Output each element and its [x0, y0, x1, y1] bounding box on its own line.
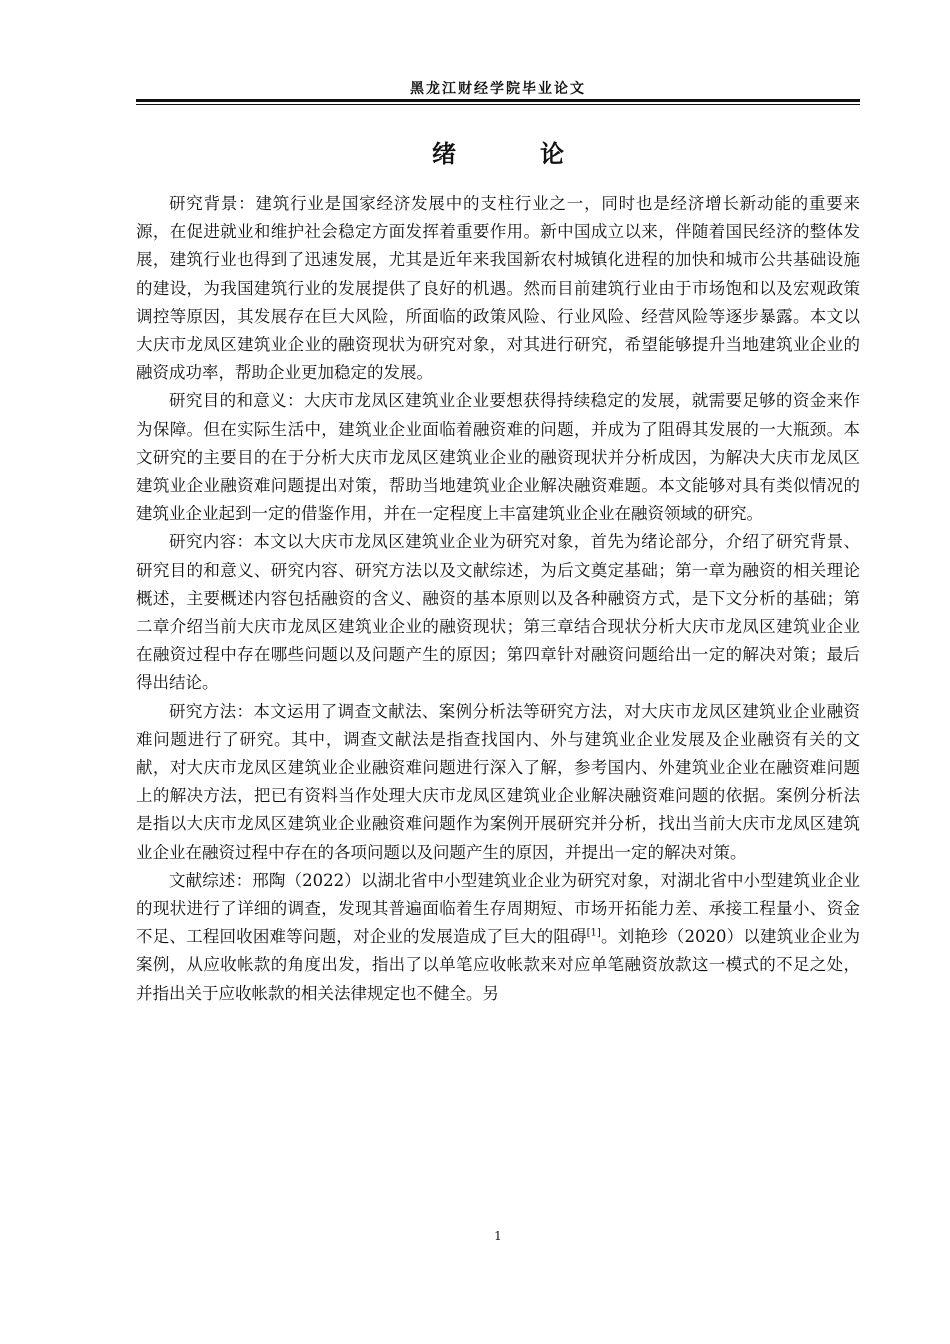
page-number: 1: [494, 1229, 502, 1243]
running-header: 黑龙江财经学院毕业论文: [410, 81, 586, 97]
citation-ref: [1]: [586, 927, 601, 939]
paragraph-background: 研究背景：建筑行业是国家经济发展中的支柱行业之一，同时也是经济增长新动能的重要来源，在促进就业和维护社会稳定方面发挥着重要作用。新中国成立以来，伴随着国民经济的整体发展，建筑行业也得到了迅速发展，尤其是近年来我国新农村城镇化进程的加快和城市公共基础设施的建设，为我国建筑行业的发展提供了良好的机遇。然而目前建筑行业由于市场饱和以及宏观政策调控等原因，其发展存在巨大风险，所面临的政策风险、行业风险、经营风险等逐步暴露。本文以大庆市龙凤区建筑业企业的融资现状为研究对象，对其进行研究，希望能够提升当地建筑业企业的融资成功率，帮助企业更加稳定的发展。: [136, 194, 860, 383]
paragraph-purpose: 研究目的和意义：大庆市龙凤区建筑业企业要想获得持续稳定的发展，就需要足够的资金来作为保障。但在实际生活中，建筑业企业面临着融资难的问题，并成为了阻碍其发展的一大瓶颈。本文研究的主要目的在于分析大庆市龙凤区建筑业企业的融资现状并分析成因，为解决大庆市龙凤区建筑业企业融资难问题提出对策，帮助当地建筑业企业解决融资难题。本文能够对具有类似情况的建筑业企业起到一定的借鉴作用，并在一定程度上丰富建筑业企业在融资领域的研究。: [136, 391, 860, 524]
body-text: [136, 190, 860, 1008]
header-rule-thin: [136, 104, 860, 105]
header-rule-thick: [136, 99, 860, 102]
paragraph-method: 研究方法：本文运用了调查文献法、案例分析法等研究方法，对大庆市龙凤区建筑业企业融资难问题进行了研究。其中，调查文献法是指查找国内、外与建筑业企业发展及企业融资有关的文献，对大庆市龙凤区建筑业企业融资难问题进行深入了解，参考国内、外建筑业企业在融资难问题上的解决方法，把已有资料当作处理大庆市龙凤区建筑业企业解决融资难问题的依据。案例分析法是指以大庆市龙凤区建筑业企业融资难问题作为案例开展研究并分析，找出当前大庆市龙凤区建筑业企业在融资过程中存在的各项问题以及问题产生的原因，并提出一定的解决对策。: [136, 701, 860, 862]
paragraph-content: 研究内容：本文以大庆市龙凤区建筑业企业为研究对象，首先为绪论部分，介绍了研究背景、研究目的和意义、研究内容、研究方法以及文献综述，为后文奠定基础；第一章为融资的相关理论概述，主要概述内容包括融资的含义、融资的基本原则以及各种融资方式，是下文分析的基础；第二章介绍当前大庆市龙凤区建筑业企业的融资现状；第三章结合现状分析大庆市龙凤区建筑业企业在融资过程中存在哪些问题以及问题产生的原因；第四章针对融资问题给出一定的解决对策；最后得出结论。: [136, 532, 860, 693]
paragraph-literature: [136, 867, 860, 1008]
literature-tail: 。刘艳珍（2020）以建筑业企业为案例，从应收帐款的角度出发，指出了以单笔应收帐款来对应单笔融资放款这一模式的不足之处，并指出关于应收帐款的相关法律规定也不健全。另: [136, 927, 860, 1003]
literature-text: 文献综述：邢陶（2022）以湖北省中小型建筑业企业为研究对象，对湖北省中小型建筑业企业的现状进行了详细的调查，发现其普遍面临着生存周期短、市场开拓能力差、承接工程量小、资金不足、工程回收困难等问题，对企业的发展造成了巨大的阻碍: [136, 870, 860, 947]
chapter-title: 绪 论: [432, 140, 594, 168]
